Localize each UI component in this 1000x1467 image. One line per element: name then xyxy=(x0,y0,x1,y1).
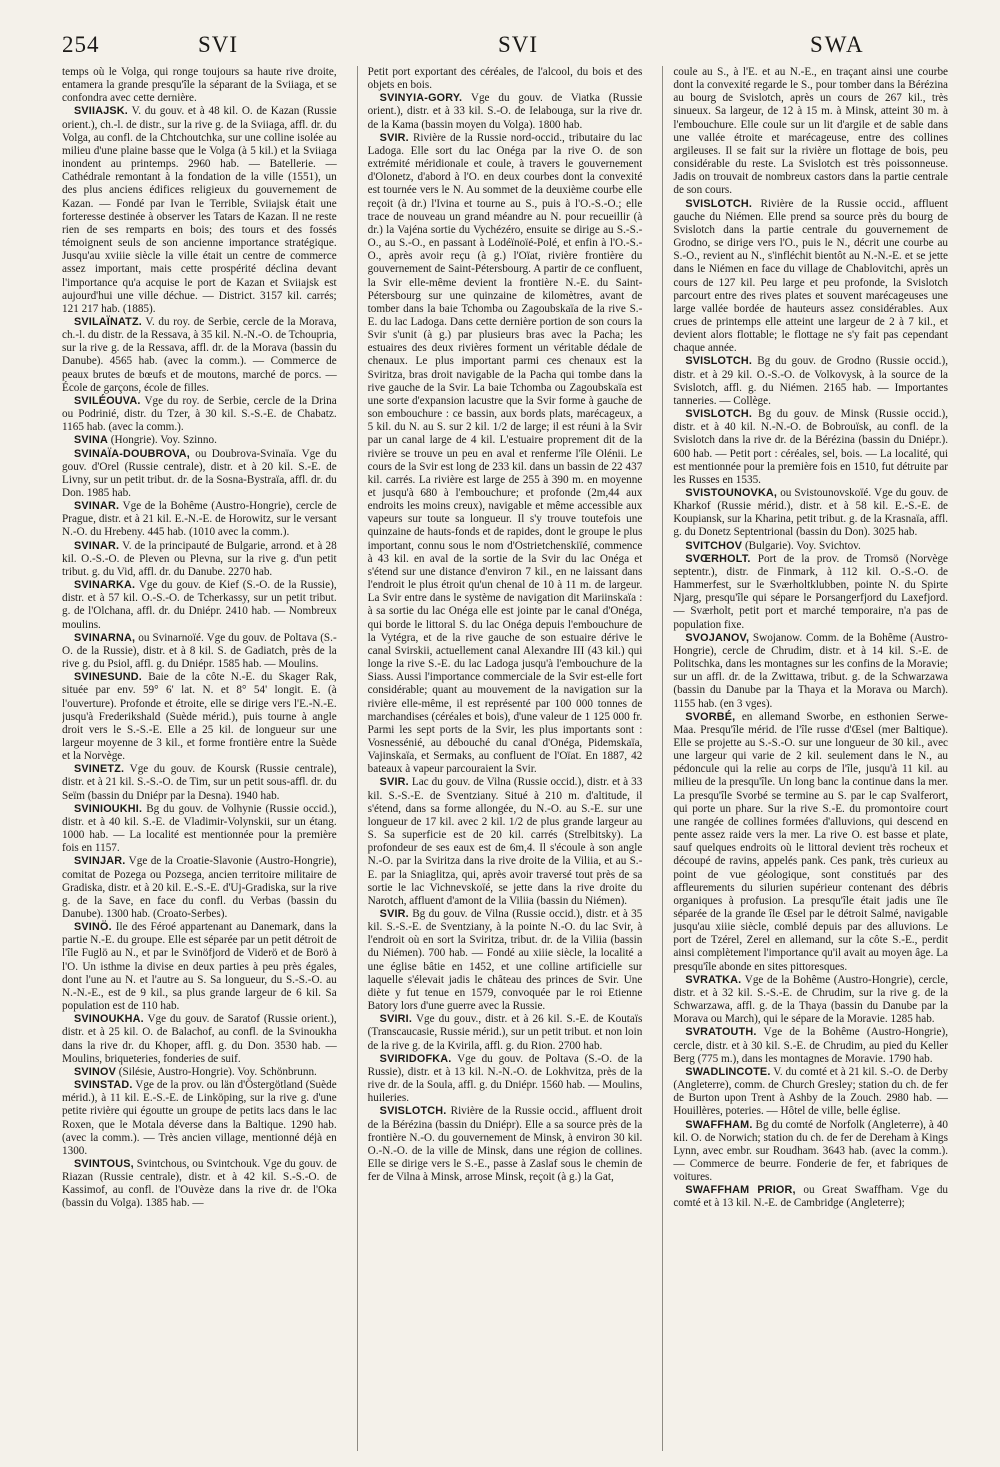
entry-text: Vge de la Bohême (Austro-Hongrie), cercle de Prague, distr. et à 21 kil. E.-N.-E. de Horowitz, sur le versant N.-O. du Hrebeny. 445 hab. (1010 avec la comm.). xyxy=(62,500,337,539)
dictionary-entry xyxy=(673,974,948,1027)
entry-text: Vge de la Bohême (Austro-Hongrie), cercle, distr. et à 32 kil. S.-S.-E. de Chrudim, sur la rive g. de la Schwarzawa, affl. g. de la Thaya (bassin du Danube par la Morava ou March), qui le sépare de la Moravie. 1285 hab. xyxy=(673,973,949,1026)
dictionary-entry xyxy=(673,1184,948,1210)
entry-text: ou Svinarnoïé. Vge du gouv. de Poltava (S.-O. de la Russie), distr. et à 8 kil. S. de Gadiatch, près de la rive g. du Psiol, affl. g. du Dniépr. 1585 hab. — Moulins. xyxy=(62,631,337,671)
entry-headword: SVINOUKHA. xyxy=(74,1013,144,1026)
dictionary-entry xyxy=(62,1013,337,1066)
entry-text: Baie de la côte N.-E. du Skager Rak, située par env. 59° 6' lat. N. et 8° 54' longit. E. (à l'ouverture). Profonde et étroite, elle se dirige vers l'E.-N.-E. jusqu'à Frederikshald (Suède mérid.), puis tourne à angle droit vers le S.-S.-E. Elle a 25 kil. de longueur sur une largeur moyenne de 3 kil., et forme frontière entre la Suède et la Norvège. xyxy=(62,671,337,763)
entry-headword: SVINARKA. xyxy=(74,579,136,592)
entry-headword: SVOJANOV, xyxy=(685,631,750,644)
entry-headword: SVISTOUNOVKA, xyxy=(685,487,778,499)
entry-text: ou Doubrova-Svinaïa. Vge du gouv. d'Orel (Russie centrale), distr. et à 20 kil. S.-E. de Livny, sur un petit tribut. dr. de la Sosna-Bystraïa, affl. dr. du Don. 1985 hab. xyxy=(62,447,337,499)
dictionary-entry xyxy=(368,908,643,1013)
dictionary-entry xyxy=(62,1066,337,1079)
entry-headword: SVINYIA-GORY. xyxy=(379,92,463,105)
entry-text: Vge du gouv. de Koursk (Russie centrale), distr. et à 21 kil. S.-S.-O. de Tim, sur un petit sous-affl. dr. du Seïm (bassin du Dniépr par la Desna). 1940 hab. xyxy=(62,763,337,802)
entry-headword: SVINOV xyxy=(74,1065,116,1078)
entry-text: (Bulgarie). Voy. Svichtov. xyxy=(742,539,861,552)
dictionary-entry xyxy=(62,316,337,395)
page-header xyxy=(62,28,948,64)
column-3 xyxy=(662,66,948,1451)
entry-text: Petit port exportant des céréales, de l'alcool, du bois et des objets en bois. xyxy=(367,66,643,92)
dictionary-entry xyxy=(62,671,337,763)
entry-text: ou Svistounovskoïé. Vge du gouv. de Kharkof (Russie mérid.), distr. et à 58 kil. E.-S.-E. de Koupiansk, sur la Kharina, petit tribut. g. de la Krasnaïa, affl. g. du Donetz Septentrional (bassin du Don). 3025 hab. xyxy=(673,487,949,539)
entry-headword: SVIRIDOFKA. xyxy=(379,1052,452,1065)
dictionary-entry xyxy=(673,66,948,198)
entry-text: Vge du gouv. de Kief (S.-O. de la Russie), distr. et à 57 kil. O.-S.-O. de Tcherkassy, sur un petit tribut. g. de l'Olchana, affl. dr. du Dniépr. 2410 hab. — Nombreux moulins. xyxy=(62,579,337,631)
dictionary-entry xyxy=(62,434,337,447)
entry-text: Rivière de la Russie occid., affluent gauche du Niémen. Elle prend sa source près du bourg de Svislotch dans la partie centrale du gouvernement de Grodno, se dirige vers l'O., puis le N., décrit une courbe au S.-O., revient au N., s'infléchit bientôt au N.-N.-E. et se jette dans le Niémen en face du village de Chablovitchi, après un cours de 127 kil. Peu large et peu profonde, la Svislotch parcourt entre des rives plates et souvent marécageuses une large vallée bordée de hauteurs assez considérables. Aux crues de printemps elle atteint une largeur de 2 à 7 kil., et devient alors flottable; le flottage ne s'y fait pas cependant chaque année. xyxy=(673,197,949,355)
dictionary-entry xyxy=(62,500,337,539)
dictionary-entry xyxy=(62,763,337,802)
column-1 xyxy=(62,66,337,1451)
dictionary-entry xyxy=(62,448,337,501)
entry-headword: SVINSTAD. xyxy=(74,1079,133,1092)
entry-headword: SWADLINCOTE. xyxy=(685,1065,771,1078)
page-number: 254 xyxy=(62,32,100,57)
dictionary-entry xyxy=(673,1119,948,1185)
entry-text: V. de la principauté de Bulgarie, arrond. et à 28 kil. O.-S.-O. de Pleven ou Plevna, sur la rive g. d'un petit tribut. g. du Vid, affl. dr. du Danube. 2270 hab. xyxy=(62,539,337,578)
entry-headword: SVŒRHOLT. xyxy=(685,552,751,565)
dictionary-entry xyxy=(368,1105,643,1184)
entry-text: temps où le Volga, qui ronge toujours sa haute rive droite, entamera la grande presqu'île la séparant de la Sviiaga, et se confondra avec cette dernière. xyxy=(62,66,337,105)
dictionary-entry xyxy=(673,1026,948,1065)
entry-text: Bg du comté de Norfolk (Angleterre), à 40 kil. O. de Norwich; station du ch. de fer de Dereham à Kings Lynn, avec embr. sur Roudham. 3643 hab. (avec la comm.). — Commerce de beurre. Fonderie de fer, et fabriques de voitures. xyxy=(673,1118,949,1184)
entry-headword: SVRATKA. xyxy=(685,973,742,986)
entry-headword: SVISLOTCH. xyxy=(379,1105,447,1118)
entry-headword: SVIRI. xyxy=(379,1013,413,1026)
entry-text: Vge du gouv. de Poltava (S.-O. de la Russie), distr. et à 13 kil. N.-N.-O. de Lokhvitza, près de la rive dr. de la Soula, affl. g. du Dniépr. 1560 hab. — Moulins, huileries. xyxy=(367,1052,643,1105)
column-2 xyxy=(357,66,643,1451)
dictionary-entry xyxy=(673,540,948,553)
entry-text: V. du roy. de Serbie, cercle de la Morava, ch.-l. du distr. de la Ressava, à 35 kil. N.-N.-O. de Tchoupria, sur la rive g. de la Ressava, affl. dr. de la Morava (bassin du Danube). 4565 hab. (avec la comm.). — Commerce de peaux brutes de bœufs et de moutons, marché de porcs. — École de garçons, école de filles. xyxy=(62,315,337,394)
entry-headword: SVINAR. xyxy=(74,500,120,513)
entry-headword: SWAFFHAM. xyxy=(685,1118,753,1131)
entry-text: Rivière de la Russie nord-occid., tributaire du lac Ladoga. Elle sort du lac Onéga par la rive O. de son extrémité méridionale et coule, à travers le gouvernement d'Olonetz, d'abord à l'O. en deux courbes dont la convexité est tournée vers le N. Au sommet de la deuxième courbe elle reçoit (à dr.) l'Ivina et tourne au S., puis à l'O.-S.-O.; elle trace de nouveau un grand méandre au N. pour recueillir (à dr.) la Vajéna sortie du Vychézéro, ensuite se dirige au S.-S.-O., au S.-O., en passant à Lodéïnoïé-Polé, et enfin à l'O.-S.-O., après avoir reçu (à g.) l'Oïat, rivière frontière du gouvernement de Saint-Pétersbourg. A partir de ce confluent, la Svir elle-même devient la frontière N.-E. du Saint-Pétersbourg sur une quinzaine de kilomètres, avant de tomber dans la baie Tchomba ou Zagoubskaïa de la rive S.-E. du lac Ladoga. Dans cette dernière portion de son cours la Svir s'unit (à g.) par plusieurs bras avec la Pacha; les estuaires des deux rivières forment un véritable dédale de chenaux. Le plus important parmi ces chenaux est la Sviritza, bras droit navigable de la Pacha qui tombe dans la rive gauche de la Svir. La baie Tchomba ou Zagoubskaïa est une sorte d'expansion lacustre que la Svir forme à gauche de son embouchure : ce bassin, aux bords plats, marécageux, a 5 kil. du N. au S. sur 2 kil. 1/2 de large; il est réuni à la Svir par un canal large de 4 kil. L'estuaire proprement dit de la rivière se trouve un peu en aval et renferme l'île Olénii. Le cours de la Svir est long de 233 kil. dans un bassin de 22 437 kil. carrés. La rivière est large de 255 à 390 m. en moyenne et jusqu'à 680 à l'embouchure; et profonde (2m,44 aux endroits les moins creux), navigable et même accessible aux vapeurs sur toute sa longueur. Il s'y trouve toutefois une quinzaine de hauts-fonds et de rapides, dont le groupe le plus important, connu sous le nom d'Ostrietchenskiïé, commence à 43 kil. en aval de la sortie de la Svir du lac Onéga et s'étend sur une distance d'environ 7 kil., en ne laissant dans l'endroit le plus étroit qu'un chenal de 10 à 11 m. de largeur. La Svir entre dans le système de navigation dit Mariinskaïa : à sa sortie du lac Onéga elle est jointe par le canal d'Onéga, qui borde le littoral S. du lac Onéga depuis l'embouchure de la Vytégra, et de la rive gauche de son estuaire dérive le canal Svirskii, actuellement canal Alexandre III (43 kil.) qui longe la rive S.-E. du lac Ladoga jusqu'à l'embouchure de la Siass. Aussi l'importance commerciale de la Svir est-elle fort considérable; quant au mouvement de la navigation sur la rivière elle-même, il est représenté par 100 000 tonnes de marchandises (céréales et bois), d'une valeur de 1 125 000 fr. Parmi les sept ports de la Svir, les plus importants sont : Vosnessénié, au débouché du canal d'Onéga, Pidemskaïa, Vajinskaïa, et Sermaks, au confluent de l'Oïat. En 1887, 42 bateaux à vapeur parcouraient la Svir. xyxy=(367,131,643,776)
dictionary-entry xyxy=(673,1066,948,1119)
entry-text: Bg du gouv. de Volhynie (Russie occid.), distr. et à 40 kil. S.-E. de Vladimir-Volynskii, sur un étang. 1000 hab. — La localité est mentionnée pour la première fois en 1157. xyxy=(62,802,337,855)
entry-text: Bg du gouv. de Minsk (Russie occid.), distr. et à 40 kil. N.-N.-O. de Bobrouïsk, au confl. de la Svislotch dans la rive dr. de la Bérézina (bassin du Dniépr.). 600 hab. — Petit port : céréales, sel, bois. — La localité, qui est mentionnée pour la première fois en 1510, fut détruite par les Russes en 1535. xyxy=(673,408,949,486)
entry-headword: SVINAÏA-DOUBROVA, xyxy=(74,447,190,460)
entry-text: (Hongrie). Voy. Szinno. xyxy=(108,434,217,447)
dictionary-entry xyxy=(368,776,643,908)
entry-text: ou Great Swaffham. Vge du comté et à 13 kil. N.-E. de Cambridge (Angleterre); xyxy=(673,1184,949,1210)
entry-text: Vge du gouv. de Viatka (Russie orient.), distr. et à 33 kil. S.-O. de Ielabouga, sur la rive dr. de la Kama (bassin moyen du Volga). 1800 hab. xyxy=(367,92,643,131)
text-columns xyxy=(62,66,948,1451)
dictionary-entry xyxy=(673,408,948,487)
dictionary-entry xyxy=(673,711,948,974)
entry-headword: SVIIAJSK. xyxy=(74,105,129,118)
entry-text: V. du gouv. et à 48 kil. O. de Kazan (Russie orient.), ch.-l. de distr., sur la rive g. de la Sviiaga, affl. dr. du Volga, au confl. de la Chtchoutchka, sur une colline isolée au milieu d'une plaine basse que le Volga (à 5 kil.) et la Sviiaga inondent au printemps. 2960 hab. — Batellerie. — Cathédrale remontant à la fondation de la ville (1551), un des plus anciens édifices religieux du gouvernement de Kazan. — Fondé par Ivan le Terrible, Sviiajsk était une forteresse destinée à observer les Tatars de Kazan. Il ne reste rien de ses remparts en bois; des tours et des fossés témoignent seuls de son ancienne importance stratégique. Jusqu'au xviiie siècle la ville était un centre de commerce assez important, mais cette prospérité déclina devant l'importance qu'a acquise le port de Kazan et Sviiajsk est aujourd'hui une ville déchue. — District. 3157 kil. carrés; 121 217 hab. (1885). xyxy=(62,105,337,315)
dictionary-entry xyxy=(62,921,337,1013)
dictionary-entry xyxy=(62,1079,337,1158)
dictionary-entry xyxy=(673,355,948,408)
entry-text: Rivière de la Russie occid., affluent droit de la Bérézina (bassin du Dniépr). Elle a sa source près de la frontière N.-O. du gouvernement de Minsk, à environ 30 kil. O.-N.-O. de la ville de Minsk, dans une région de collines. Elle se dirige vers le S.-E., passe à Zaslaf sous le chemin de fer de Vilna à Minsk, arrose Minsk, reçoit (à g.) la Gat, xyxy=(367,1105,643,1184)
entry-headword: SVISLOTCH. xyxy=(685,355,753,368)
dictionary-entry xyxy=(62,855,337,921)
dictionary-entry xyxy=(368,1053,643,1106)
entry-headword: SVINÖ. xyxy=(74,921,112,934)
dictionary-entry xyxy=(62,395,337,434)
entry-text: en allemand Sworbe, en esthonien Serwe-Maa. Presqu'île mérid. de l'île russe d'Œsel (mer Baltique). Elle se projette au S.-S.-O. sur une longueur de 30 kil., avec une largeur qui varie de 2 kil. seulement dans le N., au pédoncule qui la relie au corps de l'île, jusqu'à 11 kil. au milieu de la presqu'île. Un long banc la continue dans la mer. La presqu'île Svorbé se termine au S. par le cap Svalferort, qui porte un phare. Sur la rive S.-E. du promontoire court une rangée de collines formées d'alluvions, qui descend en pente assez raide vers la mer. La rive O. est basse et plate, sauf quelques endroits où le littoral devient très rocheux et découpé de ravins, appelés pank. Ces pank, très curieux au point de vue géologique, sont constitués par des affleurements du silurien supérieur contenant des débris organiques à profusion. La presqu'île était jadis une île séparée de la grande île Œsel par le détroit Salmé, navigable jusqu'au xiiie siècle, comblé depuis par des alluvions. Le port de Tzérel, Zerel en allemand, sur la côte S.-E., perdit ainsi complètement l'importance qu'il avait au moyen âge. La presqu'île abonde en sites pittoresques. xyxy=(673,710,949,973)
entry-text: Vge de la Bohême (Austro-Hongrie), cercle, distr. et à 30 kil. S.-E. de Chrudim, au pied du Keller Berg (775 m.), dans les montagnes de Moravie. 1790 hab. xyxy=(673,1026,949,1065)
entry-headword: SVINIOUKHI. xyxy=(74,802,143,815)
entry-headword: SVISLOTCH. xyxy=(685,197,753,210)
entry-headword: SVINESUND. xyxy=(74,671,142,684)
dictionary-entry xyxy=(673,487,948,540)
dictionary-entry xyxy=(62,632,337,671)
entry-headword: SVISLOTCH. xyxy=(685,408,753,421)
entry-text: coule au S., à l'E. et au N.-E., en traçant ainsi une courbe dont la convexité regarde le S., pour tomber dans la Bérézina au bourg de Svislotch, après un cours de 267 kil., très sinueux. Sa largeur, de 12 à 15 m. à Minsk, atteint 30 m. à l'embouchure. Elle coule sur un lit d'argile et de sable dans une vallée étroite et marécageuse, entre des collines argileuses. Il se fait sur la rivière un flottage de bois, peu considérable du reste. La Svislotch est très poissonneuse. Jadis on trouvait de nombreux castors dans la partie centrale de son cours. xyxy=(673,66,949,197)
entry-headword: SVINAR. xyxy=(74,539,120,552)
entry-text: Vge de la Croatie-Slavonie (Austro-Hongrie), comitat de Pozega ou Pozsega, ancien territoire militaire de Gradiska, distr. et à 20 kil. E.-S.-E. d'Uj-Gradiska, sur la rive g. de la Save, en face du confl. du Verbas (bassin du Danube). 1300 hab. (Croato-Serbes). xyxy=(62,855,337,920)
dictionary-entry xyxy=(368,92,643,131)
running-head-left: SVI xyxy=(198,32,239,57)
dictionary-entry xyxy=(673,632,948,711)
dictionary-entry xyxy=(62,1158,337,1211)
entry-text: Vge de la prov. ou län d'Östergötland (Suède mérid.), à 11 kil. E.-S.-E. de Linköping, sur la rive g. d'une petite rivière qui égoutte un groupe de petits lacs dans le lac Roxen, que le Motala déverse dans la Baltique. 1290 hab. (avec la comm.). — Très ancien village, mentionné déjà en 1300. xyxy=(62,1079,337,1157)
entry-headword: SVINJAR. xyxy=(74,855,126,868)
dictionary-entry xyxy=(368,1013,643,1052)
entry-headword: SVINA xyxy=(74,434,108,447)
entry-headword: SVIR. xyxy=(379,908,409,920)
entry-text: V. du comté et à 21 kil. S.-O. de Derby (Angleterre), comm. de Church Gresley; station du ch. de fer de Burton upon Trent à Ashby de la Zouch. 2980 hab. — Houillères, poteries. — Hôtel de ville, belle église. xyxy=(673,1065,949,1118)
entry-text: Vge du gouv., distr. et à 26 kil. S.-E. de Koutaïs (Transcaucasie, Russie mérid.), sur un petit tribut. et non loin de la rive g. de la Kvirila, affl. g. du Rion. 2700 hab. xyxy=(367,1013,643,1052)
dictionary-entry xyxy=(62,66,337,105)
dictionary-entry xyxy=(673,198,948,356)
entry-text: Ile des Féroé appartenant au Danemark, dans la partie N.-E. du groupe. Elle est séparée par un petit détroit de l'île Fuglö au N., et par le Svinöfjord de Viderö et de Borö à l'O. Un isthme la divise en deux parties à peu près égales, dont l'une au N. et l'autre au S. Sa longueur, du S.-S.-O. au N.-N.-E., est de 9 kil., sa plus grande largeur de 6 kil. Sa population est de 110 hab. xyxy=(62,921,337,1013)
entry-text: Port de la prov. de Tromsö (Norvège septentr.), distr. de Finmark, à 112 kil. O.-S.-O. de Hammerfest, sur le Sværholtklubben, pointe N. du Spirte Njarg, presqu'île qui sépare le Porsangerfjord du Laxefjord. — Sværholt, petit port et marché temporaire, n'a pas de population fixe. xyxy=(673,552,949,631)
entry-headword: SVINARNA, xyxy=(74,631,136,644)
entry-text: (Silésie, Austro-Hongrie). Voy. Schönbrunn. xyxy=(116,1065,317,1078)
dictionary-entry xyxy=(62,105,337,316)
entry-headword: SVILAÏNATZ. xyxy=(74,315,142,328)
entry-text: Vge du roy. de Serbie, cercle de la Drina ou Podrinié, distr. du Tzer, à 30 kil. S.-S.-E. de Chabatz. 1165 hab. (avec la comm.). xyxy=(62,394,337,434)
entry-headword: SVINETZ. xyxy=(74,763,125,776)
entry-headword: SWAFFHAM PRIOR, xyxy=(685,1184,796,1197)
dictionary-entry xyxy=(368,66,643,92)
dictionary-entry xyxy=(673,553,948,632)
dictionary-entry xyxy=(62,803,337,856)
entry-headword: SVITCHOV xyxy=(685,539,743,552)
entry-headword: SVRATOUTH. xyxy=(685,1026,757,1039)
entry-text: Bg du gouv. de Grodno (Russie occid.), distr. et à 29 kil. O.-S.-O. de Volkovysk, à la source de la Svislotch, affl. g. du Niémen. 2165 hab. — Importantes tanneries. — Collège. xyxy=(673,355,949,407)
dictionary-entry xyxy=(62,540,337,579)
entry-headword: SVILÉOUVA. xyxy=(74,394,141,407)
running-head-center: SVI xyxy=(498,32,539,57)
dictionary-entry xyxy=(368,132,643,777)
entry-headword: SVIR. xyxy=(379,776,409,789)
entry-headword: SVORBÉ, xyxy=(685,710,736,723)
dictionary-entry xyxy=(62,579,337,632)
running-head-right: SWA xyxy=(810,32,865,57)
entry-headword: SVIR. xyxy=(379,131,409,144)
entry-text: Lac du gouv. de Vilna (Russie occid.), distr. et à 33 kil. S.-S.-E. de Sventziany. Situé à 210 m. d'altitude, il s'étend, dans sa forme allongée, du N.-O. au S.-E. sur une longueur de 17 kil. avec 2 kil. 1/2 de plus grande largeur au S. Sa superficie est de 20 kil. carrés (Strelbitsky). La profondeur de ses eaux est de 6m,4. Il s'écoule à son angle N.-O. par la Sviritza dans la rive droite de la Viliia, et au S.-E. par la Sniaglitza, qui, après avoir traversé tout près de sa sortie le lac Vichnevskoïé, se jette dans la rive droite du Narotch, affluent d'amont de la Viliia (bassin du Niémen). xyxy=(367,776,643,907)
entry-text: Swojanow. Comm. de la Bohême (Austro-Hongrie), cercle de Chrudim, distr. et à 14 kil. S.-E. de Politschka, dans les montagnes sur les confins de la Moravie; sur un affl. dr. de la Zwittawa, tribut. g. de la Schwarzawa (bassin du Danube par la Thaya et la Morava ou March). 1155 hab. (en 3 vges). xyxy=(673,631,949,710)
entry-text: Vge du gouv. de Saratof (Russie orient.), distr. et à 25 kil. O. de Balachof, au confl. de la Svinoukha dans la rive dr. du Khoper, affl. g. du Don. 3530 hab. — Moulins, briqueteries, fonderies de suif. xyxy=(62,1013,337,1065)
entry-headword: SVINTOUS, xyxy=(74,1157,134,1170)
entry-text: Svintchous, ou Svintchouk. Vge du gouv. de Riazan (Russie centrale), distr. et à 42 kil. S.-S.-O. de Kassimof, au confl. de l'Ouvèze dans la rive dr. de l'Oka (bassin du Volga). 1385 hab. — xyxy=(62,1157,337,1210)
entry-text: Bg du gouv. de Vilna (Russie occid.), distr. et à 35 kil. S.-S.-E. de Sventziany, à la pointe N.-O. du lac Svir, à l'endroit où en sort la Sviritza, tribut. dr. de la Viliia (bassin du Niémen). 700 hab. — Fondé au xiiie siècle, la localité a une église bâtie en 1452, et une colline artificielle sur laquelle s'élevait jadis le château des princes de Svir. Une diète y fut tenue en 1579, convoquée par le roi Etienne Batory lors d'une guerre avec la Russie. xyxy=(367,908,643,1013)
